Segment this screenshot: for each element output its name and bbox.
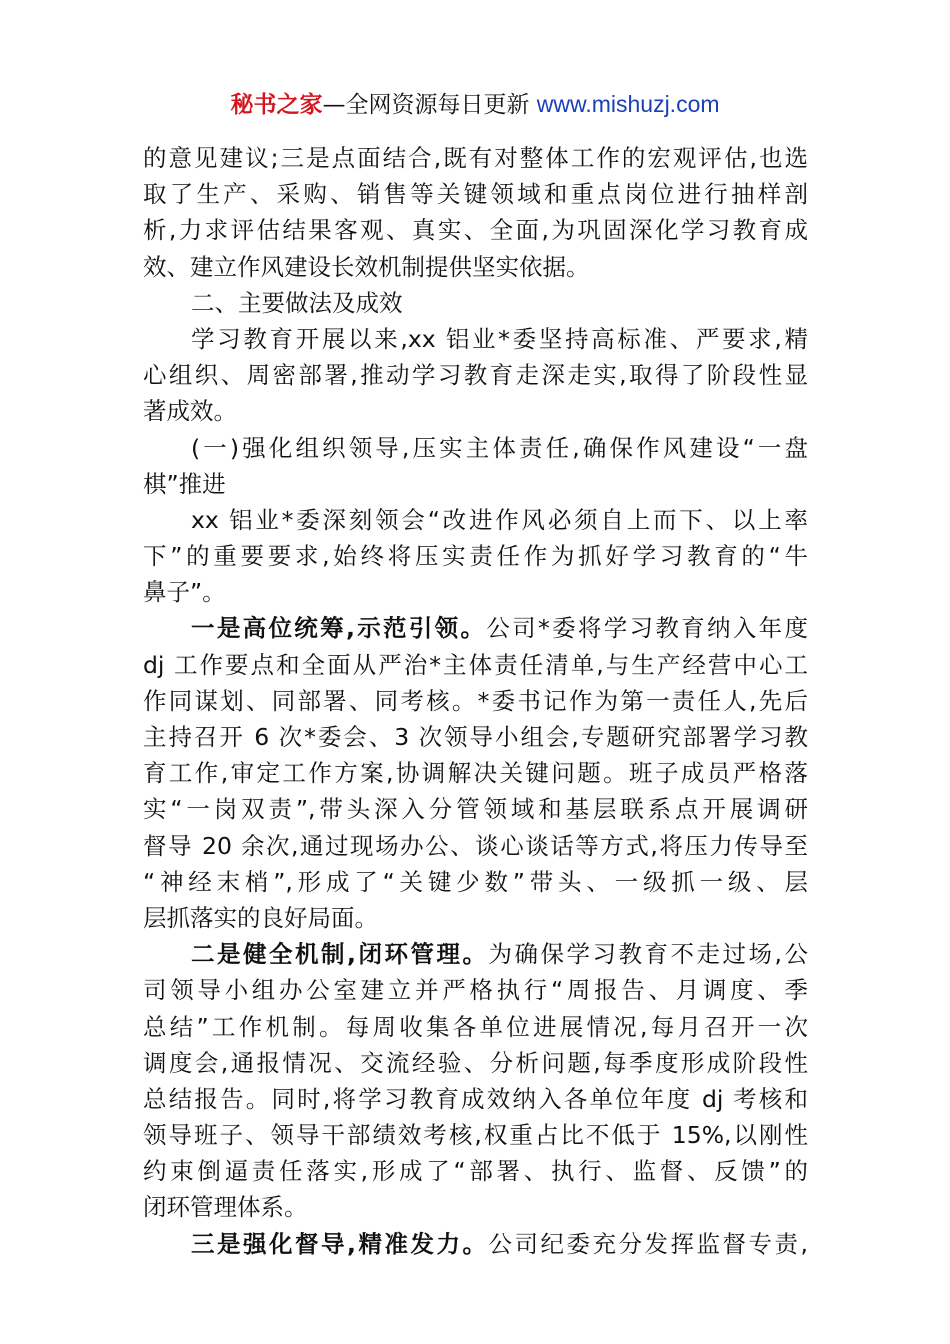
text-line bbox=[143, 610, 808, 646]
text-line: 领导班子、领导干部绩效考核,权重占比不低于 15%,以刚性 bbox=[143, 1121, 808, 1150]
text-line: 育工作,审定工作方案,协调解决关键问题。班子成员严格落 bbox=[143, 759, 808, 788]
text-line: 督导 20 余次,通过现场办公、谈心谈话等方式,将压力传导至 bbox=[143, 831, 808, 860]
text-line: 鼻子”。 bbox=[143, 578, 226, 607]
text-line bbox=[143, 936, 808, 972]
text-span: 公司纪委充分发挥监督专责, bbox=[488, 1229, 808, 1258]
text-line: “神经末梢”,形成了“关键少数”带头、一级抓一级、层 bbox=[143, 867, 808, 896]
text-line: 总结”工作机制。每周收集各单位进展情况,每月召开一次 bbox=[143, 1012, 808, 1041]
text-line: 约束倒逼责任落实,形成了“部署、执行、监督、反馈”的 bbox=[143, 1157, 808, 1186]
point-heading: 一是高位统筹,示范引领。 bbox=[191, 614, 487, 643]
text-span: 为确保学习教育不走过场,公 bbox=[488, 940, 808, 969]
text-line: 层抓落实的良好局面。 bbox=[143, 903, 378, 932]
text-line: 心组织、周密部署,推动学习教育走深走实,取得了阶段性显 bbox=[143, 361, 808, 390]
text-line: 主持召开 6 次*委会、3 次领导小组会,专题研究部署学习教 bbox=[143, 723, 808, 751]
section-heading: 二、主要做法及成效 bbox=[191, 288, 403, 317]
text-line: 学习教育开展以来,xx 铝业*委坚持高标准、严要求,精 bbox=[191, 324, 808, 353]
subsection-heading: 棋”推进 bbox=[143, 469, 226, 498]
subsection-heading: (一)强化组织领导,压实主体责任,确保作风建设“一盘 bbox=[191, 433, 808, 462]
text-line: 下”的重要要求,始终将压实责任作为抓好学习教育的“牛 bbox=[143, 542, 808, 571]
site-url-link[interactable]: www.mishuzj.com bbox=[536, 91, 720, 117]
header-tagline: —全网资源每日更新 bbox=[322, 92, 537, 118]
text-line: 调度会,通报情况、交流经验、分析问题,每季度形成阶段性 bbox=[143, 1048, 808, 1077]
text-span: 公司*委将学习教育纳入年度 bbox=[486, 614, 808, 643]
text-line: 著成效。 bbox=[143, 397, 237, 426]
brand-name: 秘书之家 bbox=[230, 92, 323, 118]
text-line: xx 铝业*委深刻领会“改进作风必须自上而下、以上率 bbox=[191, 505, 808, 534]
text-line: 效、建立作风建设长效机制提供坚实依据。 bbox=[143, 252, 590, 281]
text-line: 取了生产、采购、销售等关键领域和重点岗位进行抽样剖 bbox=[143, 180, 808, 209]
text-line: 司领导小组办公室建立并严格执行“周报告、月调度、季 bbox=[143, 976, 808, 1005]
text-line: dj 工作要点和全面从严治*主体责任清单,与生产经营中心工 bbox=[143, 650, 808, 679]
text-line: 总结报告。同时,将学习教育成效纳入各单位年度 dj 考核和 bbox=[143, 1084, 808, 1113]
text-line: 作同谋划、同部署、同考核。*委书记作为第一责任人,先后 bbox=[143, 686, 808, 715]
text-line: 析,力求评估结果客观、真实、全面,为巩固深化学习教育成 bbox=[143, 216, 808, 245]
point-heading: 二是健全机制,闭环管理。 bbox=[191, 940, 489, 969]
text-line: 闭环管理体系。 bbox=[143, 1193, 308, 1222]
site-header bbox=[0, 88, 950, 121]
text-line bbox=[143, 1226, 808, 1262]
point-heading: 三是强化督导,精准发力。 bbox=[191, 1229, 489, 1258]
text-line: 的意见建议;三是点面结合,既有对整体工作的宏观评估,也选 bbox=[143, 144, 808, 172]
document-body bbox=[143, 140, 808, 1262]
text-line: 实“一岗双责”,带头深入分管领域和基层联系点开展调研 bbox=[143, 795, 808, 824]
